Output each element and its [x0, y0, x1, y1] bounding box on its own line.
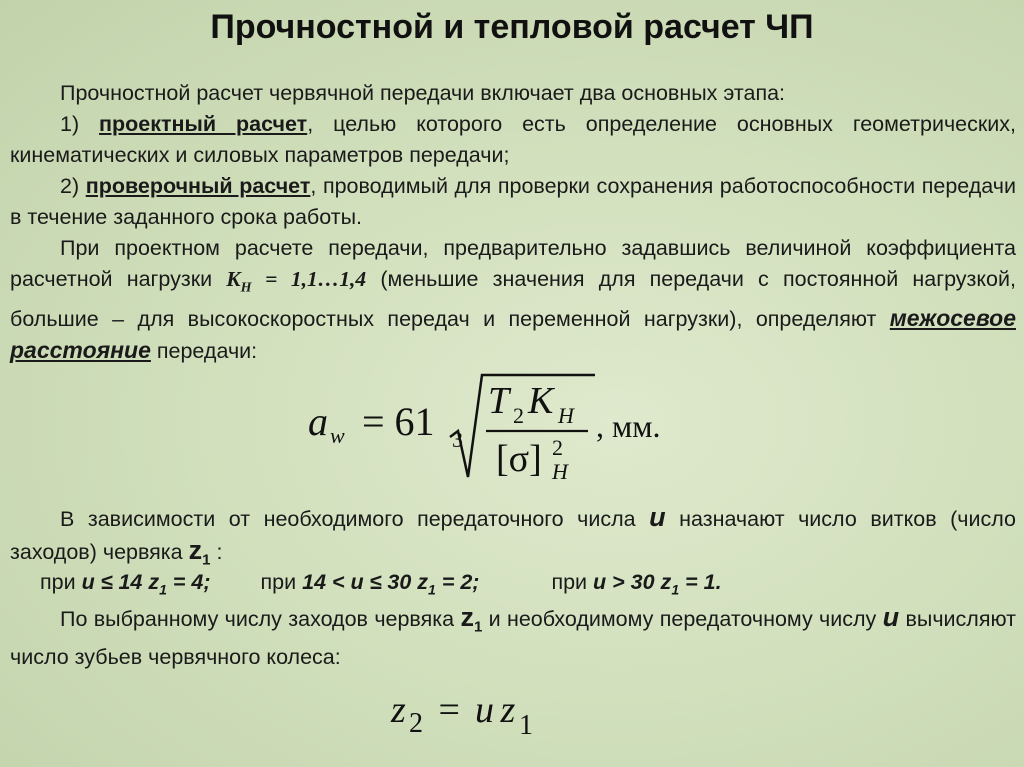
load-coefficient — [226, 267, 367, 296]
cond-3-prefix: при — [551, 570, 594, 594]
teeth-count-paragraph — [10, 602, 1016, 673]
teeth-symbol-sub: 1 — [473, 618, 483, 636]
formula-num-K-sub: H — [558, 403, 574, 428]
stage-2-term: проверочный расчет — [85, 174, 311, 198]
teeth-symbol-u: u — [882, 602, 900, 632]
stage-2-paragraph — [10, 171, 1016, 233]
body-text — [10, 78, 1016, 367]
threads-symbol-z: z — [188, 535, 203, 565]
teeth-formula — [385, 678, 555, 748]
threads-symbol-sub: 1 — [202, 551, 211, 569]
load-coefficient-subscript: H — [240, 280, 252, 296]
formula2-eq: = — [429, 689, 470, 731]
cond-2-prefix: при — [260, 570, 303, 594]
cond-1-prefix: при — [40, 570, 82, 594]
stage-1-term: проектный расчет — [99, 112, 308, 136]
design-calc-text-2: (меньшие значения для передачи с постоянной нагрузкой, большие – для высокоскоростных передач и переменной нагрузки), определяют — [10, 267, 1016, 332]
ratio-symbol-u: u — [649, 502, 666, 532]
stage-1-text: , целью которого есть определение основных геометрических, кинематических и силовых параметров передачи; — [10, 112, 1017, 167]
teeth-text-3: вычисляют число зубьев червячного колеса: — [10, 607, 1016, 670]
formula-num-T-sub: 2 — [513, 403, 524, 428]
center-distance-formula — [300, 365, 720, 490]
formula-den: [σ] — [496, 438, 542, 480]
cond-1-expr: u ≤ 14 z — [81, 570, 160, 594]
teeth-count-section — [10, 602, 1016, 673]
center-distance-term: межосевое расстояние — [10, 305, 1016, 364]
formula2-z1: z — [491, 689, 516, 731]
slide-title: Прочностной и тепловой расчет ЧП — [210, 8, 814, 46]
formula-eq: = 61 — [362, 399, 435, 444]
formula2-z1-sub: 1 — [519, 710, 533, 741]
formula-a: a — [308, 399, 328, 444]
cond-3-expr: u > 30 z — [593, 570, 672, 594]
formula2-u: u — [475, 689, 494, 731]
design-calc-paragraph — [10, 233, 1016, 367]
formula2-z-sub: 2 — [409, 708, 423, 739]
intro-paragraph — [10, 78, 1016, 109]
design-calc-text-3: передачи: — [150, 339, 258, 364]
formula2-z: z — [391, 689, 406, 731]
stage-1-paragraph — [10, 109, 1016, 171]
worm-thread-section — [10, 502, 1016, 575]
formula-unit: , мм. — [596, 408, 661, 444]
formula-root-index: 3 — [452, 427, 463, 452]
formula-den-sup: 2 — [552, 435, 563, 460]
thread-text-3: : — [210, 540, 223, 564]
cond-2-result: = 2; — [435, 570, 480, 594]
stage-2-number: 2) — [60, 174, 86, 198]
thread-text-2: назначают число витков (число заходов) червяка — [10, 507, 1017, 564]
cond-3-result: = 1. — [679, 570, 722, 594]
formula-den-sub: H — [552, 459, 568, 484]
teeth-symbol-z: z — [460, 602, 474, 632]
thread-conditions — [40, 570, 722, 597]
cond-2-sub: 1 — [428, 581, 436, 598]
cond-1-sub: 1 — [159, 581, 167, 598]
cond-1-result: = 4; — [166, 570, 211, 594]
thread-count-paragraph — [10, 502, 1016, 575]
cond-2-expr: 14 < u ≤ 30 z — [302, 570, 429, 594]
formula-num-T: T — [488, 380, 510, 422]
design-calc-text-1: При проектном расчете передачи, предварительно задавшись величиной коэффициента расчетной нагрузки — [10, 236, 1016, 291]
teeth-text-1: По выбранному числу заходов червяка — [60, 607, 461, 631]
cond-3-sub: 1 — [671, 581, 680, 598]
load-coefficient-symbol: K — [226, 267, 241, 291]
formula-a-sub: w — [330, 423, 345, 448]
intro-text: Прочностной расчет червячной передачи включает два основных этапа: — [60, 81, 786, 105]
thread-text-1: В зависимости от необходимого передаточного числа — [60, 507, 650, 531]
stage-2-text: , проводимый для проверки сохранения работоспособности передачи в течение заданного срока работы. — [10, 174, 1016, 229]
load-coefficient-value: = 1,1…1,4 — [251, 267, 367, 291]
formula-num-K: K — [528, 380, 554, 422]
stage-1-number: 1) — [60, 112, 100, 136]
teeth-text-2: и необходимому передаточному числу — [482, 607, 883, 631]
